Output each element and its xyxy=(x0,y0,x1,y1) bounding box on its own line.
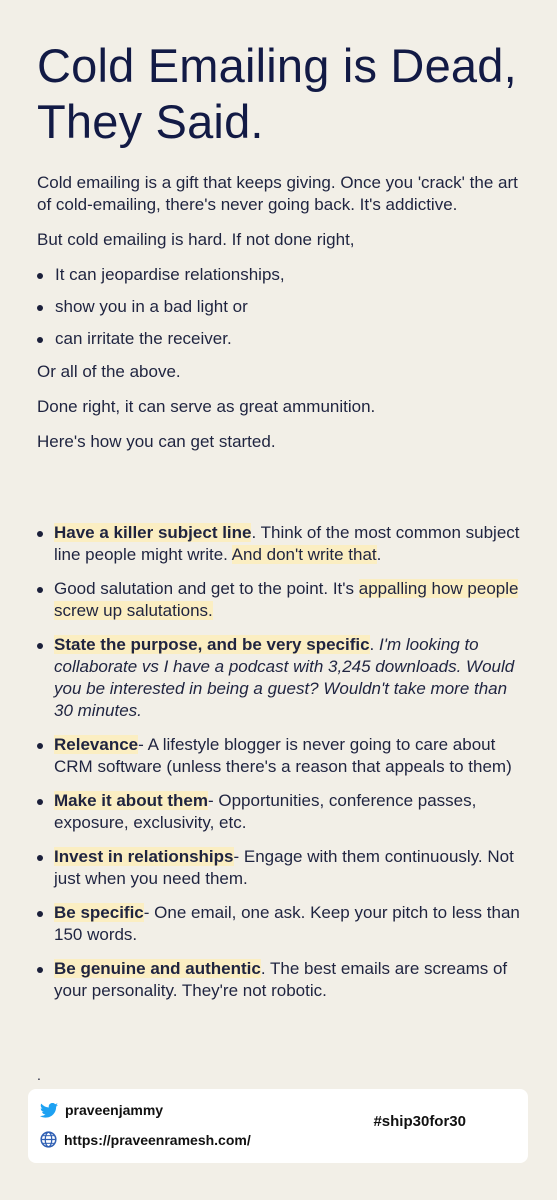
tip-text: - Engage with them continuously. Not just when you need them. xyxy=(54,847,514,888)
hashtag: #ship30for30 xyxy=(373,1113,466,1130)
twitter-bird-icon xyxy=(40,1103,58,1118)
tip-item xyxy=(37,634,527,722)
intro-paragraph: Done right, it can serve as great ammunition. xyxy=(37,397,376,416)
intro-bullet-list xyxy=(37,264,527,350)
tip-text: - One email, one ask. Keep your pitch to less than 150 words. xyxy=(54,903,520,944)
tip-item xyxy=(37,846,527,890)
tip-lead: Be genuine and authentic xyxy=(54,959,261,978)
website-row[interactable] xyxy=(40,1131,251,1148)
tip-item xyxy=(37,902,527,946)
intro-section xyxy=(37,172,527,466)
list-item: can irritate the receiver. xyxy=(37,328,527,350)
tip-item xyxy=(37,522,527,566)
intro-paragraph: But cold emailing is hard. If not done right, xyxy=(37,230,355,249)
tip-item xyxy=(37,578,527,622)
tip-text: - Opportunities, conference passes, exposure, exclusivity, etc. xyxy=(54,791,477,832)
tip-highlight: And don't write that xyxy=(231,545,377,564)
tip-item xyxy=(37,790,527,834)
list-item: show you in a bad light or xyxy=(37,296,527,318)
tip-italic: I'm looking to collaborate vs I have a podcast with 3,245 downloads. Would you be interested in being a guest? Wouldn't take more than 30 minutes. xyxy=(54,635,515,720)
tip-highlight: appalling how people screw up salutations. xyxy=(54,579,519,620)
intro-paragraph: Here's how you can get started. xyxy=(37,432,276,451)
author-card xyxy=(28,1089,528,1163)
twitter-handle: praveenjammy xyxy=(65,1102,164,1118)
tip-text: . Think of the most common subject line people might write. xyxy=(54,523,520,564)
tip-text: . The best emails are screams of your personality. They're not robotic. xyxy=(54,959,508,1000)
twitter-handle-row[interactable] xyxy=(40,1102,163,1118)
website-link: https://praveenramesh.com/ xyxy=(64,1131,251,1148)
page-title: Cold Emailing is Dead, They Said. xyxy=(37,39,517,148)
tip-lead: State the purpose, and be very specific xyxy=(54,635,370,654)
tip-lead: Make it about them xyxy=(54,791,208,810)
tip-text: . xyxy=(369,635,379,654)
footer-dot: . xyxy=(37,1067,41,1083)
tip-lead: Invest in relationships xyxy=(54,847,234,866)
tip-lead: Relevance xyxy=(54,735,139,754)
tip-text: Good salutation and get to the point. It's xyxy=(54,579,359,598)
tip-lead: Be specific xyxy=(54,903,144,922)
globe-icon xyxy=(40,1131,57,1148)
tips-list xyxy=(37,522,527,1014)
tip-text: . xyxy=(376,545,382,564)
tip-item xyxy=(37,958,527,1002)
tip-text: - A lifestyle blogger is never going to care about CRM software (unless there's a reason that appeals to them) xyxy=(54,735,512,776)
intro-paragraph: Or all of the above. xyxy=(37,362,181,381)
tip-lead: Have a killer subject line xyxy=(54,523,252,542)
intro-paragraph: Cold emailing is a gift that keeps giving. Once you 'crack' the art of cold-emailing, there's never going back. It's addictive. xyxy=(37,173,518,214)
tip-item xyxy=(37,734,527,778)
list-item: It can jeopardise relationships, xyxy=(37,264,527,286)
